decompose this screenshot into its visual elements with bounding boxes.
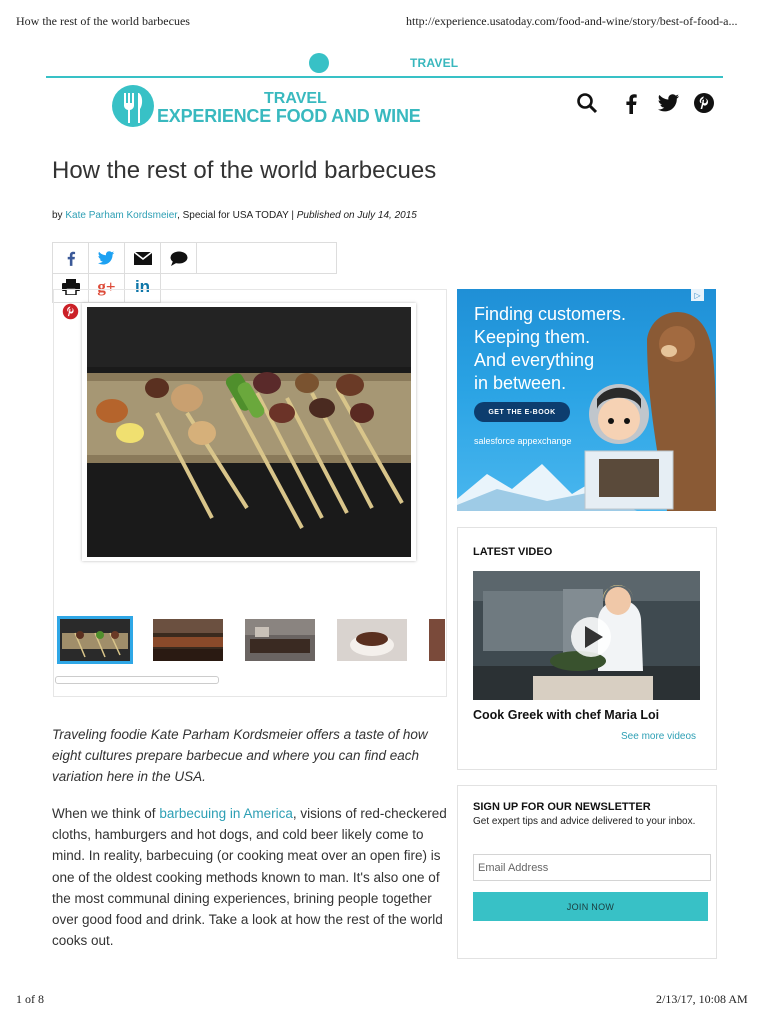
get-ebook-button[interactable]: GET THE E-BOOK — [474, 402, 570, 422]
print-page-url: http://experience.usatoday.com/food-and-wine/story/best-of-food-a... — [406, 14, 738, 28]
linkedin-icon[interactable]: in — [124, 272, 161, 303]
pinterest-icon[interactable] — [692, 91, 716, 115]
share-toolbar — [52, 242, 337, 274]
print-page-title: How the rest of the world barbecues — [16, 14, 190, 28]
barbecuing-in-america-link[interactable]: barbecuing in America — [159, 806, 293, 821]
top-travel-label[interactable]: TRAVEL — [410, 56, 459, 70]
google-plus-icon[interactable]: g+ — [88, 272, 125, 303]
brand-dot — [309, 53, 329, 73]
skewers-photo — [82, 303, 416, 561]
gallery-thumbnail-2[interactable] — [153, 619, 223, 661]
author-link[interactable]: Kate Parham Kordsmeier — [65, 210, 178, 221]
article-paragraph — [52, 803, 447, 951]
email-icon[interactable] — [124, 243, 161, 273]
logo-main-text[interactable]: EXPERIENCE FOOD AND WINE — [157, 106, 421, 126]
print-page-number: 1 of 8 — [16, 992, 44, 1006]
ad-brand-logo: salesforce appexchange — [474, 436, 572, 446]
byline-by: by — [52, 210, 66, 221]
ad-choices-icon[interactable]: ▷ — [691, 289, 704, 301]
byline-separator: | — [288, 210, 297, 221]
top-divider — [46, 76, 723, 78]
ad-line-1: Finding customers. — [474, 304, 627, 324]
salesforce-ad[interactable] — [457, 289, 716, 511]
newsletter-heading: SIGN UP FOR OUR NEWSLETTER — [473, 801, 651, 813]
latest-video-heading: LATEST VIDEO — [473, 546, 553, 558]
gallery-thumbnail-4[interactable] — [337, 619, 407, 661]
article-headline: How the rest of the world barbecues — [52, 157, 437, 184]
ad-characters-illustration — [577, 299, 716, 511]
facebook-icon[interactable] — [52, 243, 89, 273]
logo-travel-text: TRAVEL — [264, 90, 327, 107]
paragraph-text-rest: , visions of red-checkered cloths, hamburgers and hot dogs, and cold beer likely come to mind. In reality, barbecuing (or cooking meat over an open fire) is one of the oldest cooking methods known to man. It's also one of the most communal dining experiences, brining people together over good food and drink. Take a look at how the rest of the world cooks out. — [52, 806, 447, 949]
join-now-button[interactable]: JOIN NOW — [473, 892, 708, 921]
article-byline — [52, 210, 417, 221]
ad-line-2: Keeping them. — [474, 327, 591, 347]
article-lead: Traveling foodie Kate Parham Kordsmeier offers a taste of how eight cultures prepare barbecue and where you can find each variation here in the USA. — [52, 727, 428, 784]
publish-date: Published on July 14, 2015 — [296, 210, 417, 221]
twitter-icon[interactable] — [88, 243, 125, 273]
search-icon[interactable] — [575, 91, 599, 115]
newsletter-description: Get expert tips and advice delivered to your inbox. — [473, 816, 696, 827]
comment-icon[interactable] — [160, 243, 197, 273]
gallery-thumbnail-5[interactable] — [429, 619, 445, 661]
ad-line-3: And everything — [474, 350, 595, 370]
twitter-icon[interactable] — [657, 91, 681, 115]
facebook-icon[interactable] — [619, 91, 643, 115]
email-field[interactable] — [473, 854, 711, 881]
see-more-videos-link[interactable]: See more videos — [621, 731, 697, 742]
gallery-main-photo[interactable] — [82, 303, 416, 561]
byline-role: , Special for USA TODAY — [177, 210, 289, 221]
video-title[interactable]: Cook Greek with chef Maria Loi — [473, 708, 660, 722]
ad-line-4: in between. — [474, 373, 567, 393]
fork-knife-logo-icon[interactable] — [111, 84, 155, 128]
video-thumbnail[interactable] — [473, 571, 700, 700]
gallery-thumbnail-1[interactable] — [60, 619, 130, 661]
gallery-scrollbar[interactable] — [55, 676, 219, 684]
paragraph-text-start: When we think of — [52, 806, 160, 821]
gallery-thumbnail-3[interactable] — [245, 619, 315, 661]
print-date: 2/13/17, 10:08 AM — [656, 992, 748, 1006]
